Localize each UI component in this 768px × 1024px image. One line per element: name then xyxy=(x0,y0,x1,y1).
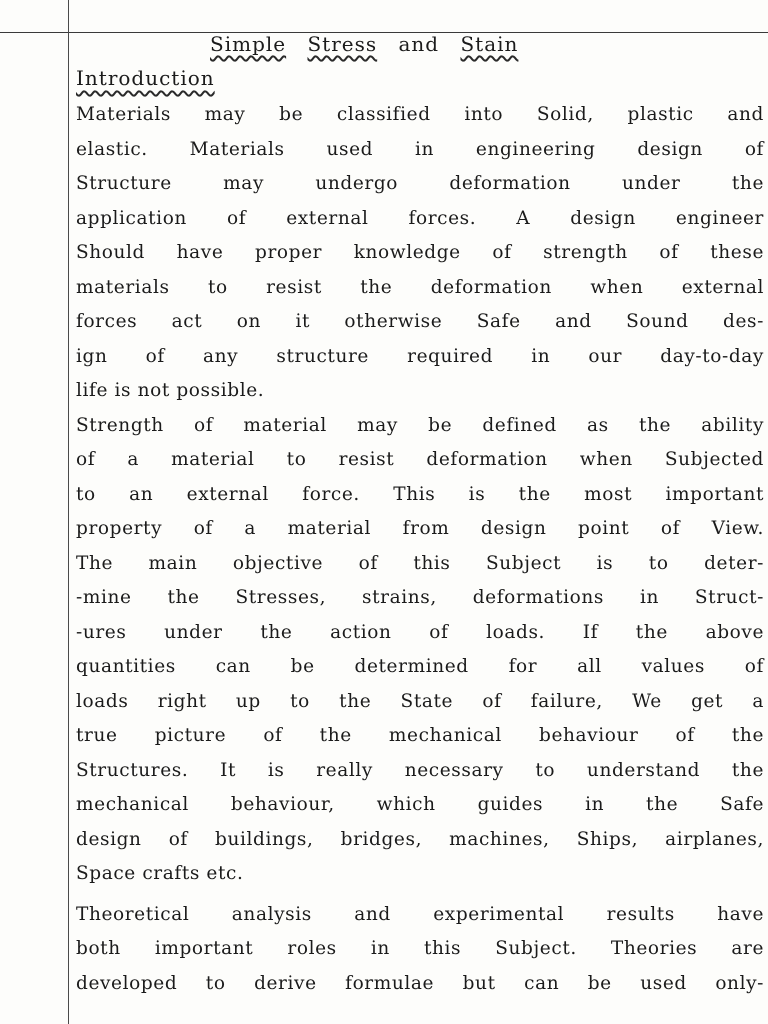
text-line: life is not possible. xyxy=(76,380,265,401)
text-line: mechanical behaviour, which guides in the Safe xyxy=(76,794,764,815)
text-line: true picture of the mechanical behaviour of the xyxy=(76,725,764,746)
text-line: both important roles in this Subject. Theories are xyxy=(76,938,764,959)
text-line: -ures under the action of loads. If the above xyxy=(76,621,764,643)
text-line: The main objective of this Subject is to deter- xyxy=(76,552,764,574)
title-word-stress: Stress xyxy=(307,32,378,56)
paragraph-4 xyxy=(76,898,764,1002)
text-line: elastic. Materials used in engineering design of xyxy=(76,138,764,160)
text-line: Strength of material may be defined as the ability xyxy=(76,414,764,436)
text-line: property of a material from design point of View. xyxy=(76,518,764,539)
text-line: Structures. It is really necessary to understand the xyxy=(76,759,764,781)
text-line: application of external forces. A design engineer xyxy=(76,207,764,229)
text-line: forces act on it otherwise Safe and Sound des- xyxy=(76,311,764,332)
text-line: developed to derive formulae but can be used only- xyxy=(76,972,764,994)
text-line: loads right up to the State of failure, We get a xyxy=(76,690,764,712)
title-word-stain: Stain xyxy=(460,32,519,56)
text-line: Space crafts etc. xyxy=(76,863,244,884)
paragraph-3 xyxy=(76,547,764,892)
title-word-and: and xyxy=(398,32,440,56)
title-word-simple: Simple xyxy=(210,32,287,56)
text-line: ign of any structure required in our day-to-day xyxy=(76,345,764,367)
body-text xyxy=(76,98,764,1001)
paragraph-1 xyxy=(76,98,764,409)
text-line: to an external force. This is the most important xyxy=(76,483,764,505)
text-line: materials to resist the deformation when external xyxy=(76,276,764,298)
text-line: Should have proper knowledge of strength of these xyxy=(76,242,764,263)
text-line: of a material to resist deformation when Subjected xyxy=(76,449,764,470)
text-line: -mine the Stresses, strains, deformations in Struct- xyxy=(76,587,764,608)
paragraph-2 xyxy=(76,409,764,547)
text-line: design of buildings, bridges, machines, Ships, airplanes, xyxy=(76,828,764,850)
page-title xyxy=(210,32,532,56)
text-line: quantities can be determined for all values of xyxy=(76,656,764,677)
margin-line xyxy=(68,0,69,1024)
text-line: Theoretical analysis and experimental results have xyxy=(76,903,764,925)
text-line: Structure may undergo deformation under the xyxy=(76,173,764,194)
section-heading: Introduction xyxy=(76,66,215,90)
text-line: Materials may be classified into Solid, plastic and xyxy=(76,104,764,125)
